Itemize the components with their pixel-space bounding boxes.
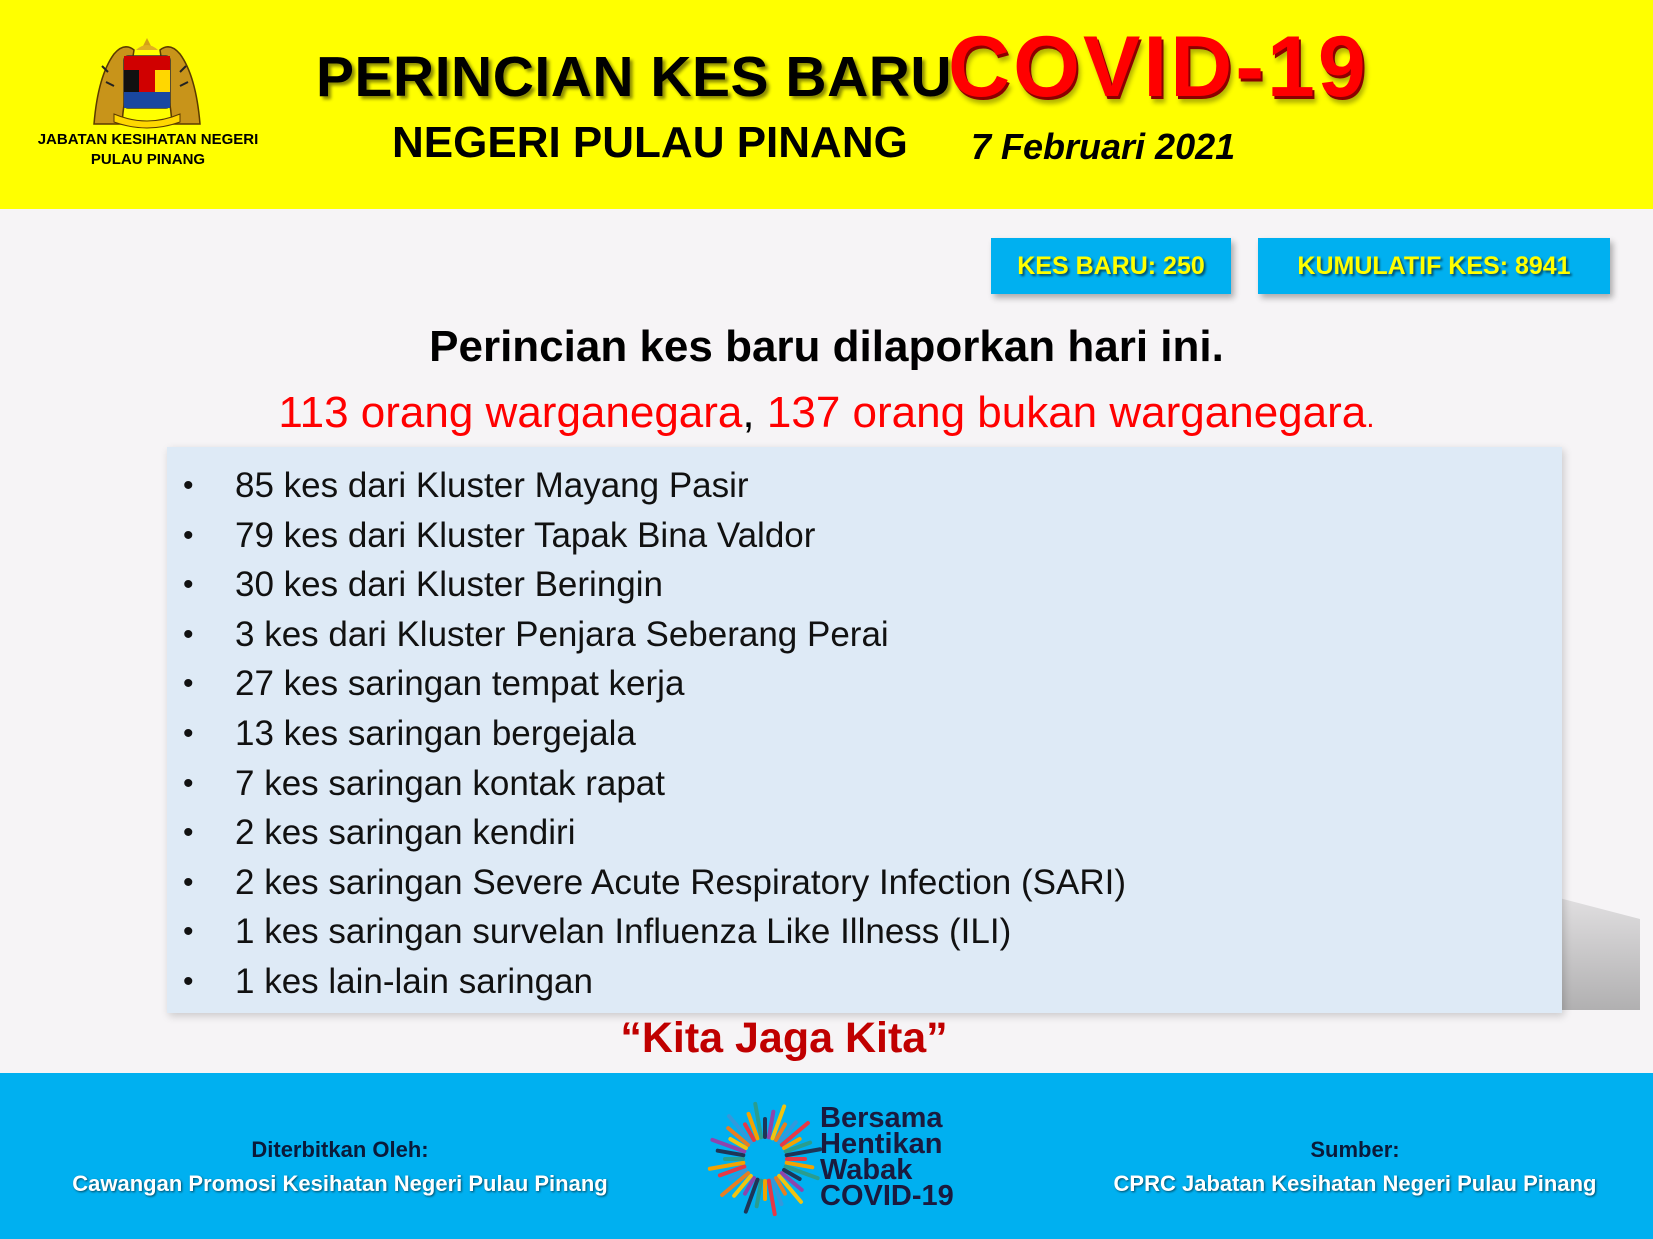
bullet-icon: • [183,667,194,701]
case-item [167,907,1562,957]
citizens-count: 113 orang warganegara [278,388,743,437]
case-list [167,447,1562,1007]
case-item-text: 1 kes lain-lain saringan [235,961,593,1001]
case-item [167,511,1562,561]
state-title: NEGERI PULAU PINANG [392,118,908,167]
bullet-icon: • [183,469,194,502]
agency-name [0,130,296,170]
case-item-text: 85 kes dari Kluster Mayang Pasir [235,466,749,505]
bullet-icon: • [183,865,194,899]
slogan: “Kita Jaga Kita” [620,1014,948,1062]
case-item [167,610,1562,660]
bullet-icon: • [183,518,194,552]
case-list-panel [167,447,1562,1013]
bullet-icon: • [183,568,194,602]
citizens-separator: , [742,388,755,437]
source-name: CPRC Jabatan Kesihatan Negeri Pulau Pinang [1113,1171,1597,1196]
header-banner [0,0,1653,209]
case-item [167,709,1562,759]
publisher-block [40,1133,640,1201]
case-item-text: 2 kes saringan Severe Acute Respiratory Infection (SARI) [235,862,1126,902]
publisher-name: Cawangan Promosi Kesihatan Negeri Pulau Pinang [72,1171,608,1196]
source-block [1080,1133,1630,1201]
non-citizens-count: 137 orang bukan warganegara [766,388,1367,437]
case-item-text: 1 kes saringan survelan Influenza Like Illness (ILI) [235,912,1012,952]
report-date: 7 Februari 2021 [971,126,1236,167]
campaign-line3: Wabak [820,1154,913,1186]
case-item [167,659,1562,709]
agency-name-line2: PULAU PINANG [90,151,206,168]
case-item-text: 30 kes dari Kluster Beringin [235,565,663,605]
source-label: Sumber: [1310,1137,1400,1162]
summary-heading: Perincian kes baru dilaporkan hari ini. [429,322,1224,371]
case-item [167,957,1562,1007]
campaign-line1: Bersama [820,1102,943,1134]
case-item-text: 27 kes saringan tempat kerja [235,664,685,704]
campaign-slogan [820,1102,954,1212]
case-item-text: 79 kes dari Kluster Tapak Bina Valdor [235,515,816,555]
case-item-text: 3 kes dari Kluster Penjara Seberang Perai [235,614,889,654]
case-item-text: 7 kes saringan kontak rapat [235,763,665,803]
covid-title: COVID-19 [948,19,1369,115]
agency-name-line1: JABATAN KESIHATAN NEGERI [37,131,259,148]
case-item [167,759,1562,809]
bullet-icon: • [183,964,194,998]
publisher-label: Diterbitkan Oleh: [251,1137,429,1162]
breakdown-end-dot: . [1366,401,1375,434]
cumulative-cases-badge: KUMULATIF KES: 8941 [1258,238,1610,294]
bullet-icon: • [183,716,194,750]
page-title: PERINCIAN KES BARU [316,45,953,109]
case-item [167,560,1562,610]
case-item-text: 13 kes saringan bergejala [235,713,636,753]
campaign-sunburst-icon [700,1099,830,1219]
coat-of-arms-icon [84,36,210,132]
campaign-line2: Hentikan [820,1128,943,1160]
new-cases-badge: KES BARU: 250 [991,238,1231,294]
bullet-icon: • [183,766,194,800]
case-item-text: 2 kes saringan kendiri [235,813,576,853]
case-item [167,858,1562,908]
case-item [167,808,1562,858]
case-item [167,461,1562,511]
bullet-icon: • [183,915,194,949]
footer-banner [0,1073,1653,1239]
bullet-icon: • [183,617,194,651]
bullet-icon: • [183,816,194,850]
citizenship-breakdown [0,388,1653,438]
campaign-line4: COVID-19 [820,1180,954,1212]
